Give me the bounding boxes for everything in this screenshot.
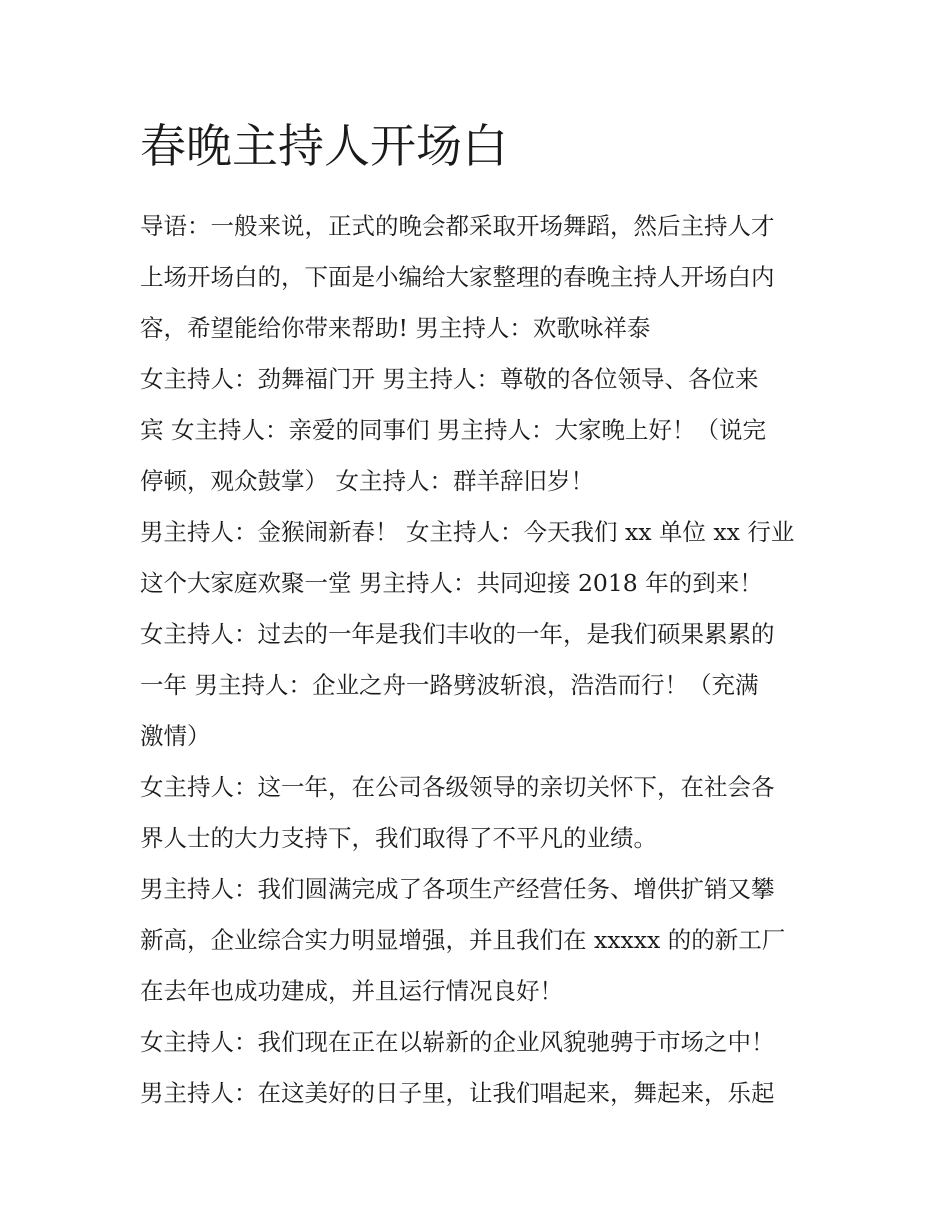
body-line: 激情） [140, 722, 211, 750]
body-line: 停顿，观众鼓掌） 女主持人：群羊辞旧岁！ [140, 467, 594, 495]
document-body [140, 201, 820, 1119]
body-line: 新高，企业综合实力明显增强，并且我们在 xxxxx 的的新工厂 [140, 926, 786, 954]
body-line: 容，希望能给你带来帮助! 男主持人：欢歌咏祥泰 [140, 314, 651, 342]
body-line: 男主持人：我们圆满完成了各项生产经营任务、增供扩销又攀 [140, 875, 775, 903]
document-title: 春晚主持人开场白 [140, 119, 508, 173]
body-line: 一年 男主持人：企业之舟一路劈波斩浪，浩浩而行！（充满 [140, 671, 759, 699]
body-line: 宾 女主持人：亲爱的同事们 男主持人：大家晚上好！（说完 [140, 416, 766, 444]
body-line: 男主持人：金猴闹新春！ 女主持人：今天我们 xx 单位 xx 行业 [140, 518, 795, 546]
body-line: 女主持人：我们现在正在以崭新的企业风貌驰骋于市场之中！ [140, 1028, 775, 1056]
body-line: 女主持人：这一年，在公司各级领导的亲切关怀下，在社会各 [140, 773, 775, 801]
body-line: 上场开场白的，下面是小编给大家整理的春晚主持人开场白内 [140, 263, 775, 291]
body-line: 在去年也成功建成，并且运行情况良好！ [140, 977, 563, 1005]
body-line: 女主持人：劲舞福门开 男主持人：尊敬的各位领导、各位来 [140, 365, 759, 393]
body-line: 男主持人：在这美好的日子里，让我们唱起来，舞起来，乐起 [140, 1079, 775, 1107]
body-line: 这个大家庭欢聚一堂 男主持人：共同迎接 2018 年的到来！ [140, 569, 763, 597]
body-line: 界人士的大力支持下，我们取得了不平凡的业绩。 [140, 824, 657, 852]
body-line: 导语：一般来说，正式的晚会都采取开场舞蹈，然后主持人才 [140, 212, 775, 240]
body-line: 女主持人：过去的一年是我们丰收的一年，是我们硕果累累的 [140, 620, 775, 648]
